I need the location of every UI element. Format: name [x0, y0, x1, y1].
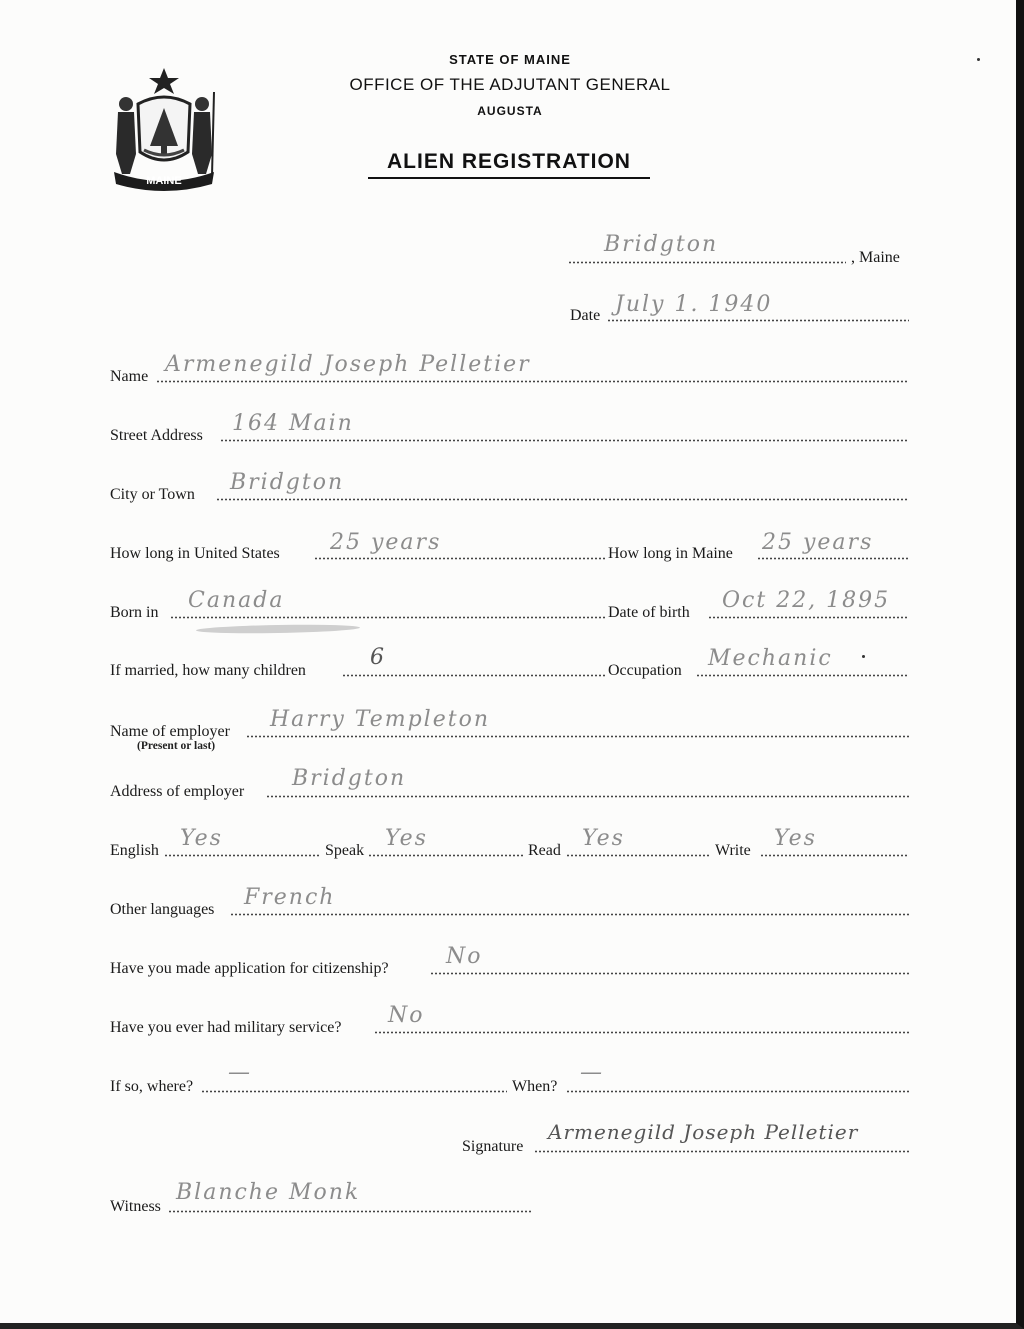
maine-label: , Maine: [851, 249, 900, 266]
employer-address-label: Address of employer: [110, 783, 245, 800]
employer-value: Harry Templeton: [270, 707, 490, 732]
years-us-line: [314, 557, 606, 560]
english-value: Yes: [180, 826, 223, 851]
witness-label: Witness: [110, 1198, 161, 1215]
years-us-value: 25 years: [330, 530, 442, 555]
occupation-line: [696, 674, 909, 677]
dob-label: Date of birth: [608, 604, 690, 621]
witness-value: Blanche Monk: [176, 1180, 361, 1205]
employer-note: (Present or last): [137, 740, 216, 752]
signature-line: [534, 1150, 909, 1153]
when-value: —: [580, 1060, 604, 1085]
state-of-maine-seal-icon: [108, 64, 220, 192]
name-value: Armenegild Joseph Pelletier: [165, 352, 531, 377]
where-value: —: [228, 1060, 252, 1085]
read-value: Yes: [582, 826, 625, 851]
form-title: ALIEN REGISTRATION: [368, 150, 650, 179]
paper-speck: [862, 655, 865, 658]
town-line: [568, 261, 846, 264]
born-value: Canada: [188, 588, 285, 613]
children-label: If married, how many children: [110, 662, 306, 679]
employer-line: [246, 735, 909, 738]
city-line: [216, 498, 909, 501]
signature-value: Armenegild Joseph Pelletier: [548, 1120, 859, 1144]
citizenship-line: [430, 972, 909, 975]
citizenship-value: No: [446, 944, 483, 969]
state-heading: STATE OF MAINE: [449, 52, 571, 67]
military-label: Have you ever had military service?: [110, 1019, 342, 1036]
years-maine-label: How long in Maine: [608, 545, 733, 562]
where-label: If so, where?: [110, 1078, 194, 1095]
city-label: City or Town: [110, 486, 195, 503]
employer-address-line: [266, 795, 909, 798]
occupation-label: Occupation: [608, 662, 682, 679]
date-label: Date: [570, 307, 601, 324]
signature-label: Signature: [462, 1138, 524, 1155]
date-line: [607, 319, 909, 322]
years-us-label: How long in United States: [110, 545, 280, 562]
ink-smudge: [196, 624, 360, 635]
military-value: No: [388, 1003, 425, 1028]
years-maine-line: [757, 557, 909, 560]
children-line: [342, 674, 606, 677]
city-heading: AUGUSTA: [477, 104, 543, 118]
office-heading: OFFICE OF THE ADJUTANT GENERAL: [349, 75, 671, 94]
other-languages-value: French: [244, 885, 336, 910]
where-line: [201, 1090, 507, 1093]
occupation-value: Mechanic: [708, 646, 833, 671]
street-label: Street Address: [110, 427, 203, 444]
children-value: 6: [370, 645, 386, 670]
town-value: Bridgton: [604, 232, 719, 257]
english-line: [164, 854, 320, 857]
witness-line: [168, 1210, 532, 1213]
read-label: Read: [528, 842, 561, 859]
employer-address-value: Bridgton: [292, 766, 407, 791]
english-label: English: [110, 842, 159, 859]
other-languages-line: [230, 913, 909, 916]
employer-label: Name of employer: [110, 723, 230, 740]
other-languages-label: Other languages: [110, 901, 215, 918]
write-label: Write: [715, 842, 751, 859]
paper-speck: [977, 58, 980, 61]
read-line: [566, 854, 711, 857]
speak-line: [368, 854, 525, 857]
city-value: Bridgton: [230, 470, 345, 495]
name-line: [156, 380, 909, 383]
when-line: [566, 1090, 909, 1093]
street-value: 164 Main: [232, 411, 354, 436]
dob-line: [708, 616, 909, 619]
military-line: [374, 1031, 909, 1034]
dob-value: Oct 22, 1895: [722, 588, 891, 613]
street-line: [220, 439, 909, 442]
years-maine-value: 25 years: [762, 530, 874, 555]
svg-text:MAINE: MAINE: [146, 175, 182, 187]
citizenship-label: Have you made application for citizenship?: [110, 960, 389, 977]
write-line: [760, 854, 909, 857]
born-label: Born in: [110, 604, 159, 621]
name-label: Name: [110, 368, 149, 385]
write-value: Yes: [774, 826, 817, 851]
when-label: When?: [512, 1078, 558, 1095]
date-value: July 1. 1940: [615, 292, 773, 317]
born-line: [170, 616, 606, 619]
speak-value: Yes: [385, 826, 428, 851]
speak-label: Speak: [325, 842, 365, 859]
